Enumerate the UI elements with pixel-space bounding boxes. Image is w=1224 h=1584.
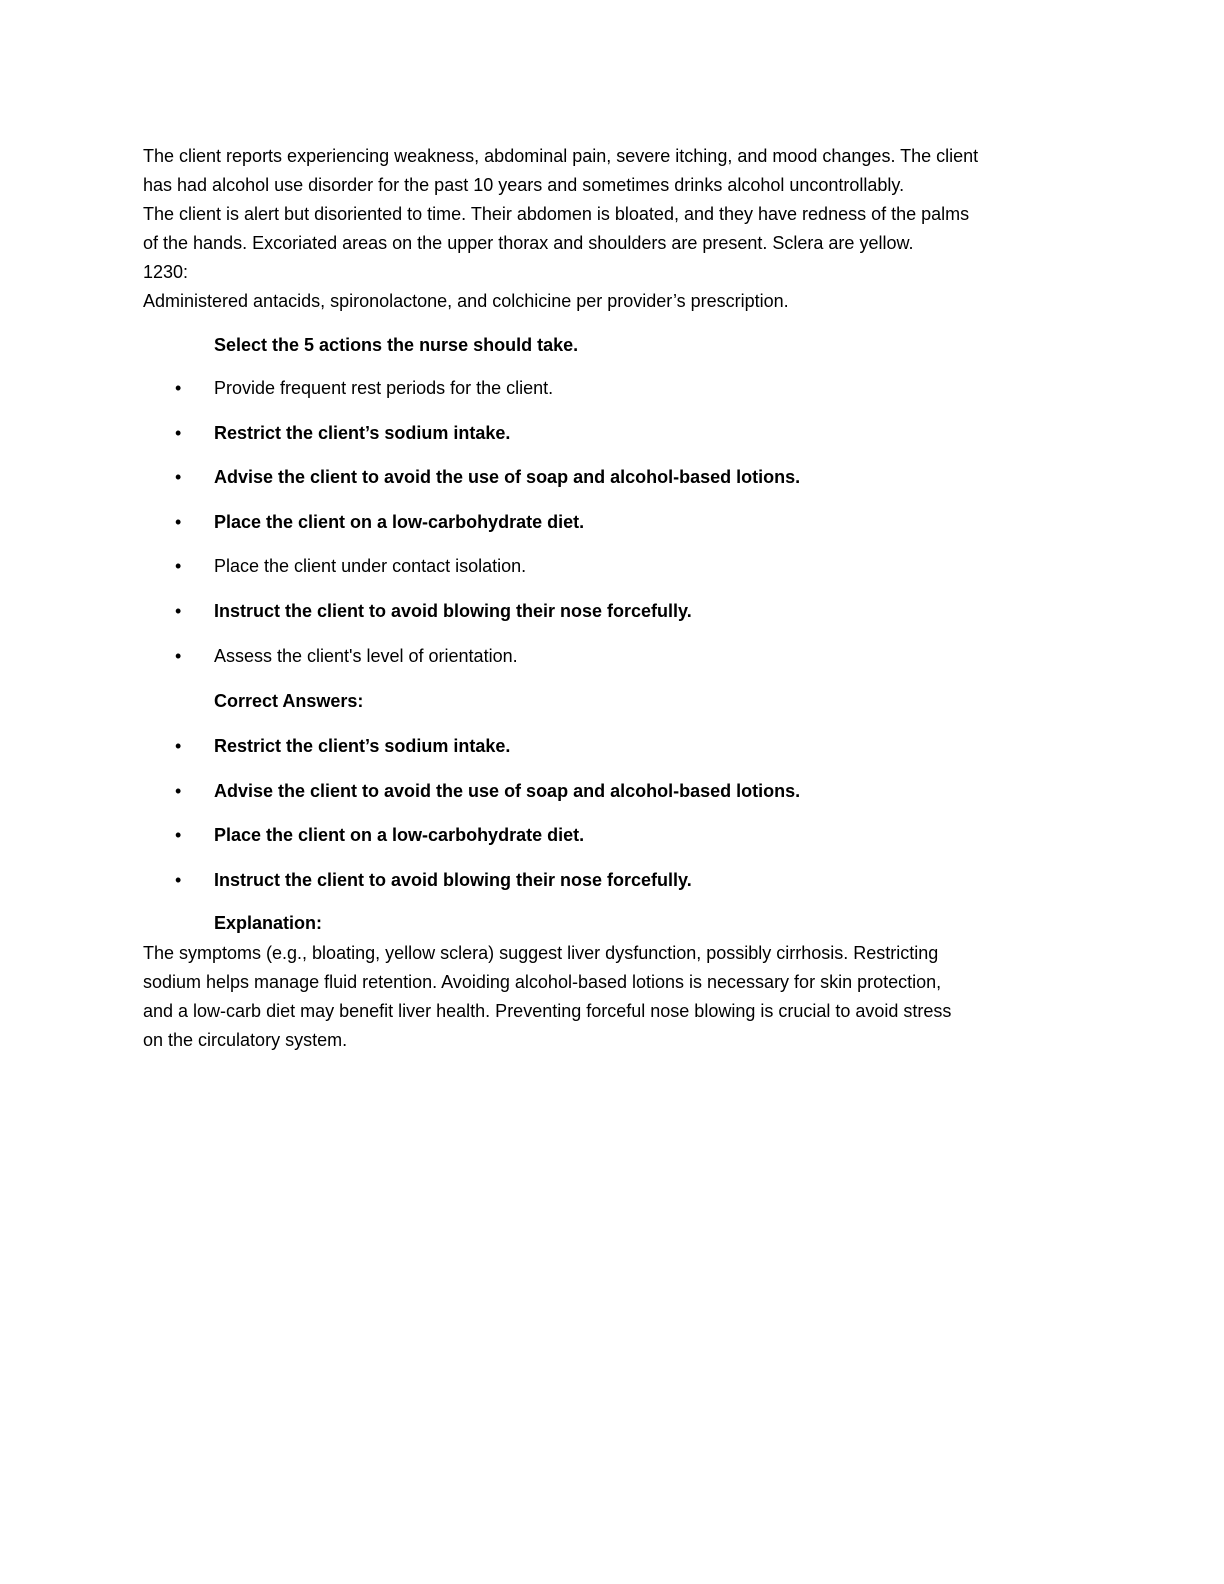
bullet-icon: • [175, 780, 182, 801]
bullet-icon: • [175, 736, 182, 756]
correct-answer-item [0, 734, 1224, 779]
bullet-icon: • [175, 422, 182, 443]
correct-answers-list [0, 734, 1224, 912]
bullet-icon: • [175, 556, 182, 577]
bullet-icon: • [175, 467, 182, 488]
correct-answer-text: Instruct the client to avoid blowing their nose forcefully. [214, 869, 692, 890]
correct-answer-text: Place the client on a low-carbohydrate diet. [214, 825, 585, 846]
option-item [0, 465, 1224, 510]
bullet-icon: • [175, 645, 182, 666]
case-description-line: Administered antacids, spironolactone, and colchicine per provider’s prescription. [143, 291, 789, 311]
option-item [0, 554, 1224, 599]
explanation-text [143, 939, 1083, 1055]
option-text: Instruct the client to avoid blowing their nose forcefully. [214, 600, 692, 621]
option-text: Provide frequent rest periods for the client. [214, 378, 554, 398]
question-options-list [0, 376, 1224, 688]
question-prompt: Select the 5 actions the nurse should take. [214, 335, 579, 355]
explanation-heading: Explanation: [214, 913, 323, 933]
correct-answers-heading: Correct Answers: [214, 691, 364, 711]
explanation-line: on the circulatory system. [143, 1030, 348, 1050]
correct-answer-item [0, 823, 1224, 868]
timestamp-label: 1230: [143, 262, 189, 282]
option-item [0, 599, 1224, 644]
bullet-icon: • [175, 378, 182, 398]
option-text: Assess the client's level of orientation. [214, 645, 518, 666]
option-item [0, 376, 1224, 421]
option-text: Place the client on a low-carbohydrate diet. [214, 511, 585, 532]
case-description-line: The client reports experiencing weakness, abdominal pain, severe itching, and mood changes. The client [143, 146, 979, 166]
option-item [0, 644, 1224, 689]
correct-answer-item [0, 779, 1224, 824]
explanation-line: The symptoms (e.g., bloating, yellow sclera) suggest liver dysfunction, possibly cirrhosis. Restricting [143, 943, 939, 963]
case-description-line: The client is alert but disoriented to time. Their abdomen is bloated, and they have redness of the palms [143, 204, 970, 224]
option-text: Advise the client to avoid the use of soap and alcohol-based lotions. [214, 467, 801, 488]
correct-answer-text: Restrict the client’s sodium intake. [214, 736, 511, 756]
case-description-line: of the hands. Excoriated areas on the upper thorax and shoulders are present. Sclera are yellow. [143, 233, 914, 253]
option-text: Place the client under contact isolation. [214, 556, 527, 577]
case-description-line: has had alcohol use disorder for the past 10 years and sometimes drinks alcohol uncontrollably. [143, 175, 905, 195]
correct-answer-item [0, 868, 1224, 913]
bullet-icon: • [175, 511, 182, 532]
explanation-line: and a low-carb diet may benefit liver health. Preventing forceful nose blowing is crucial to avoid stress [143, 1001, 952, 1021]
bullet-icon: • [175, 825, 182, 846]
option-text: Restrict the client’s sodium intake. [214, 422, 511, 443]
option-item [0, 421, 1224, 466]
bullet-icon: • [175, 869, 182, 890]
option-item [0, 510, 1224, 555]
case-description [143, 142, 1083, 316]
explanation-line: sodium helps manage fluid retention. Avoiding alcohol-based lotions is necessary for skin protection, [143, 972, 942, 992]
correct-answer-text: Advise the client to avoid the use of soap and alcohol-based lotions. [214, 780, 801, 801]
bullet-icon: • [175, 600, 182, 621]
